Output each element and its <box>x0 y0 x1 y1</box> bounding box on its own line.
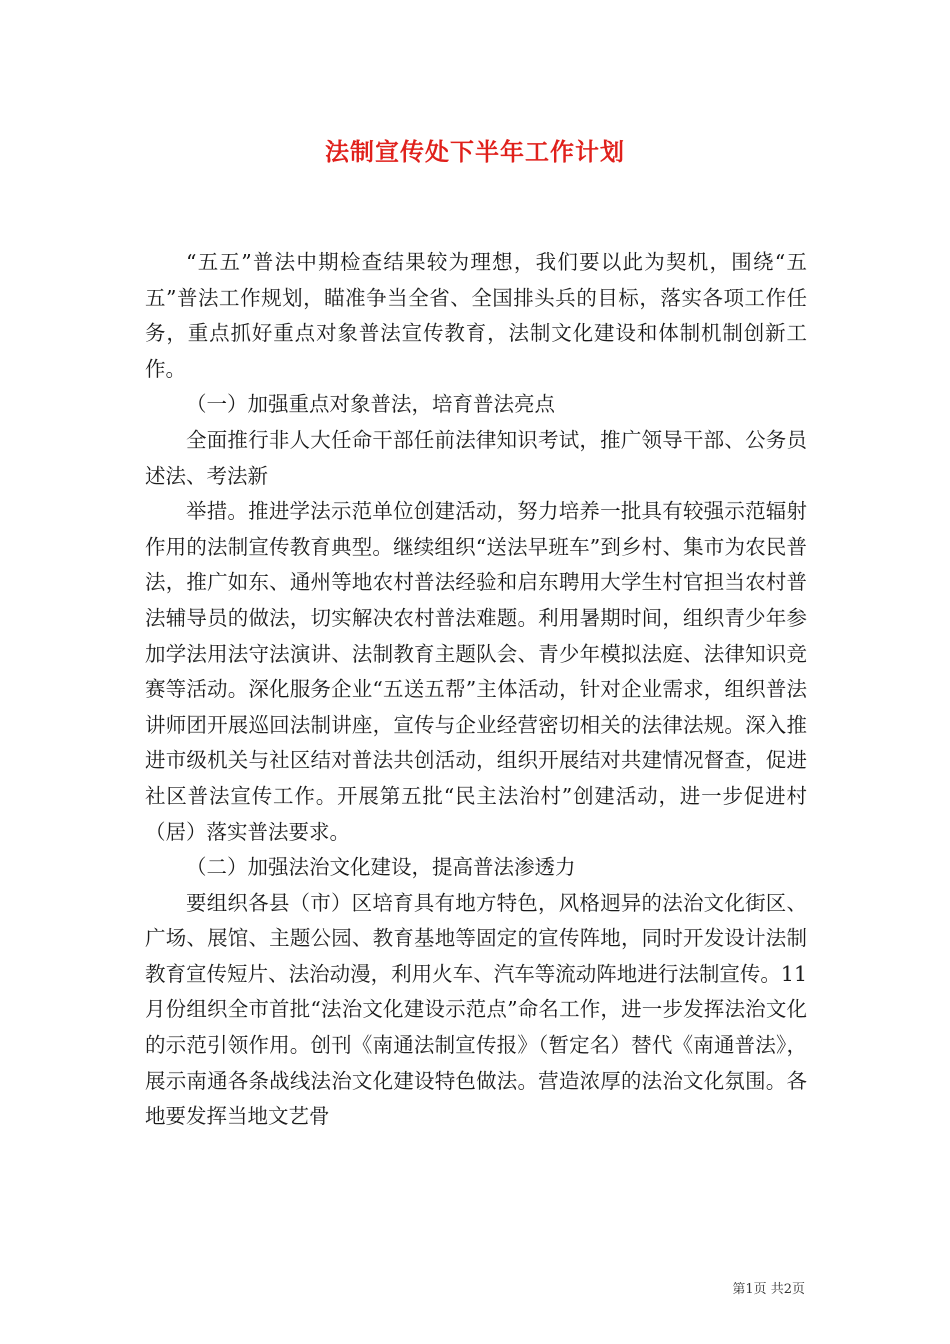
page-number: 第1页 共2页 <box>732 1282 805 1297</box>
document-title: 法制宣传处下半年工作计划 <box>325 137 625 166</box>
section-heading-1: （一）加强重点对象普法，培育普法亮点 <box>186 392 555 417</box>
paragraph-section-2: 要组织各县（市）区培育具有地方特色，风格迥异的法治文化街区、广场、展馆、主题公园、教育基地等固定的宣传阵地，同时开发设计法制教育宣传短片、法治动漫，利用火车、汽车等流动阵地进行法制宣传。11月份组织全市首批“法治文化建设示范点”命名工作，进一步发挥法治文化的示范引领作用。创刊《南通法制宣传报》（暂定名）替代《南通普法》，展示南通各条战线法治文化建设特色做法。营造浓厚的法治文化氛围。各地要发挥当地文艺骨 <box>145 890 807 1129</box>
section-heading-2: （二）加强法治文化建设，提高普法渗透力 <box>186 855 576 880</box>
paragraph-section-1a: 全面推行非人大任命干部任前法律知识考试，推广领导干部、公务员述法、考法新 <box>145 427 807 488</box>
document-body <box>145 245 807 1135</box>
paragraph-intro: “五五”普法中期检查结果较为理想，我们要以此为契机，围绕“五五”普法工作规划，瞄准争当全省、全国排头兵的目标，落实各项工作任务，重点抓好重点对象普法宣传教育，法制文化建设和体制机制创新工作。 <box>145 250 807 381</box>
paragraph-section-1b: 举措。推进学法示范单位创建活动，努力培养一批具有较强示范辐射作用的法制宣传教育典型。继续组织“送法早班车”到乡村、集市为农民普法，推广如东、通州等地农村普法经验和启东聘用大学生村官担当农村普法辅导员的做法，切实解决农村普法难题。利用暑期时间，组织青少年参加学法用法守法演讲、法制教育主题队会、青少年模拟法庭、法律知识竞赛等活动。深化服务企业“五送五帮”主体活动，针对企业需求，组织普法讲师团开展巡回法制讲座，宣传与企业经营密切相关的法律法规。深入推进市级机关与社区结对普法共创活动，组织开展结对共建情况督查，促进社区普法宣传工作。开展第五批“民主法治村”创建活动，进一步促进村（居）落实普法要求。 <box>145 499 807 844</box>
